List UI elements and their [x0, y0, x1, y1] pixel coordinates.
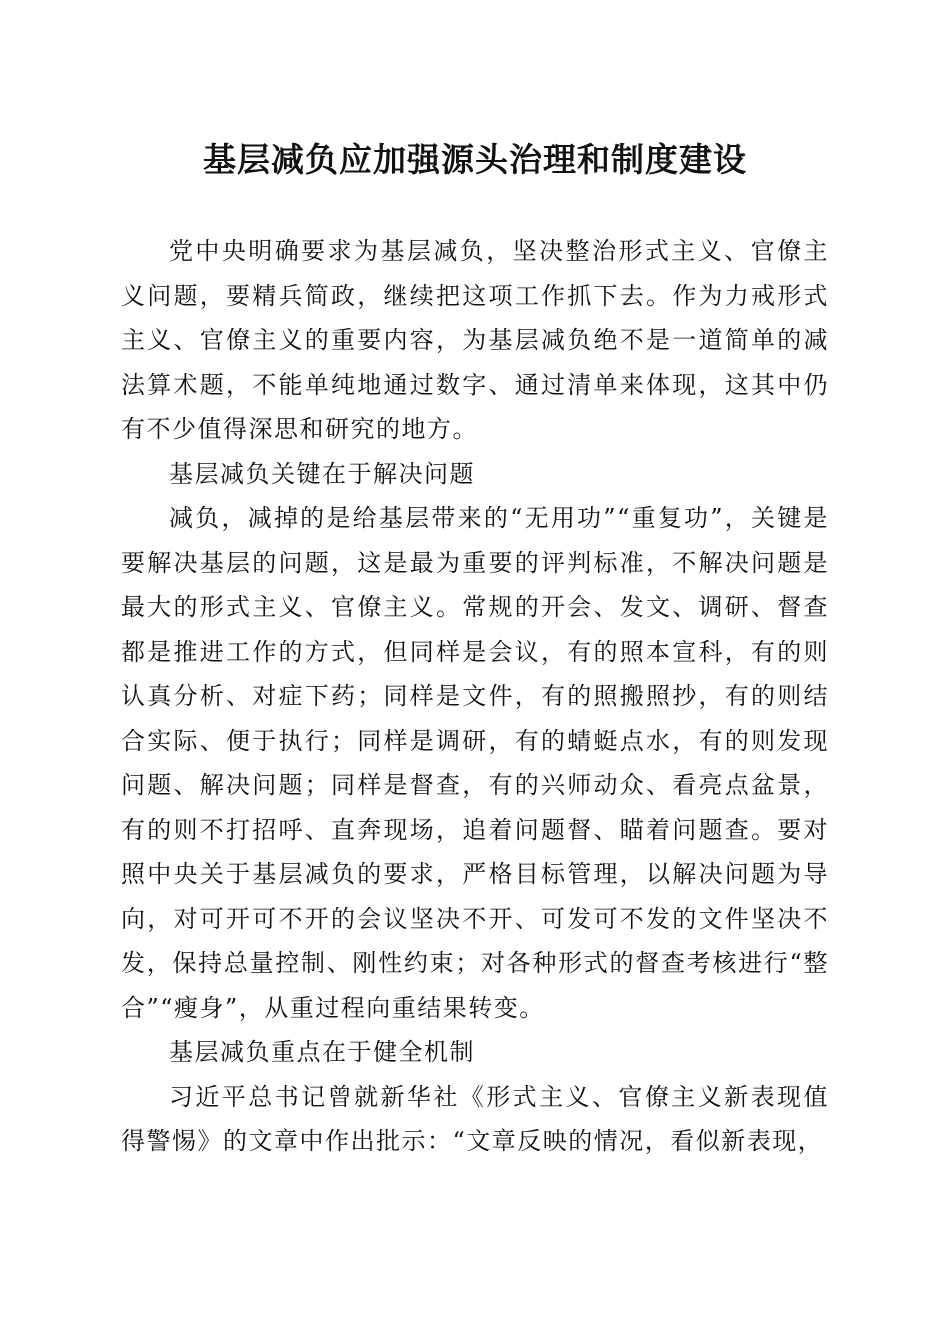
paragraph-section-1: 减负，减掉的是给基层带来的“无用功”“重复功”，关键是要解决基层的问题，这是最为重要的评判标准，不解决问题是最大的形式主义、官僚主义。常规的开会、发文、调研、督查都是推进工作的方式，但同样是会议，有的照本宣科，有的则认真分析、对症下药；同样是文件，有的照搬照抄，有的则结合实际、便于执行；同样是调研，有的蜻蜓点水，有的则发现问题、解决问题；同样是督查，有的兴师动众、看亮点盆景，有的则不打招呼、直奔现场，追着问题督、瞄着问题查。要对照中央关于基层减负的要求，严格目标管理，以解决问题为导向，对可开可不开的会议坚决不开、可发可不发的文件坚决不发，保持总量控制、刚性约束；对各种形式的督查考核进行“整合”“瘦身”，从重过程向重结果转变。: [121, 504, 829, 1022]
section-heading-1: 基层减负关键在于解决问题: [169, 459, 475, 488]
page-title: 基层减负应加强源头治理和制度建设: [203, 140, 747, 179]
section-heading-2: 基层减负重点在于健全机制: [169, 1038, 475, 1066]
document-body: [121, 229, 829, 1164]
paragraph-section-2: 习近平总书记曾就新华社《形式主义、官僚主义新表现值得警惕》的文章中作出批示：“文章反映的情况，看似新表现，: [121, 1082, 829, 1155]
paragraph-intro: 党中央明确要求为基层减负，坚决整治形式主义、官僚主义问题，要精兵简政，继续把这项工作抓下去。作为力戒形式主义、官僚主义的重要内容，为基层减负绝不是一道简单的减法算术题，不能单纯地通过数字、通过清单来体现，这其中仍有不少值得深思和研究的地方。: [121, 237, 829, 443]
